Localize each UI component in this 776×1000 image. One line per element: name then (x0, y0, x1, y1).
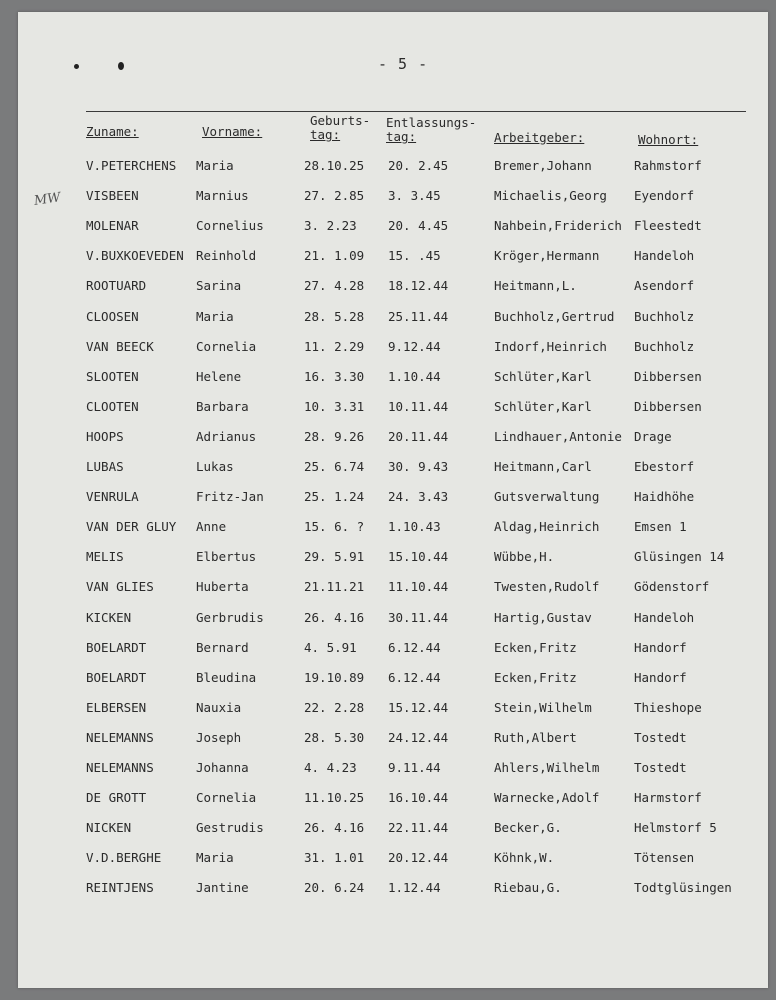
cell-residence: Buchholz (634, 308, 695, 324)
cell-release: 10.11.44 (388, 398, 449, 414)
cell-employer: Buchholz,Gertrud (494, 308, 615, 324)
cell-residence: Ebestorf (634, 459, 695, 474)
cell-release: 22.11.44 (388, 820, 449, 836)
cell-employer: Köhnk,W. (494, 850, 555, 866)
cell-surname: CLOOSEN (86, 308, 139, 324)
cell-residence: Dibbersen (634, 368, 702, 384)
cell-surname: VAN DER GLUY (86, 519, 177, 535)
cell-surname: VAN BEECK (86, 338, 154, 354)
cell-birth: 27. 2.85 (304, 188, 365, 204)
cell-firstname: Maria (196, 158, 234, 173)
table-row (18, 248, 768, 268)
cell-firstname: Fritz-Jan (196, 489, 264, 505)
cell-surname: BOELARDT (86, 669, 147, 685)
cell-birth: 26. 4.16 (304, 820, 365, 836)
cell-birth: 28.10.25 (304, 158, 365, 173)
cell-birth: 22. 2.28 (304, 699, 365, 715)
cell-employer: Heitmann,Carl (494, 459, 592, 474)
cell-release: 3. 3.45 (388, 188, 441, 204)
header-birthdate (310, 114, 370, 142)
header-releasedate (386, 116, 476, 144)
cell-firstname: Barbara (196, 398, 249, 414)
cell-birth: 19.10.89 (304, 669, 365, 685)
margin-annotation: MW (33, 190, 62, 209)
table-row (18, 640, 768, 660)
cell-surname: VAN GLIES (86, 579, 154, 595)
cell-employer: Ecken,Fritz (494, 669, 577, 685)
cell-employer: Stein,Wilhelm (494, 699, 592, 715)
cell-firstname: Maria (196, 308, 234, 324)
table-row (18, 519, 768, 539)
cell-surname: KICKEN (86, 609, 132, 625)
cell-residence: Fleestedt (634, 218, 702, 234)
header-birthdate-line1: Geburts- (310, 113, 371, 128)
cell-surname: V.BUXKOEVEDEN (86, 248, 184, 264)
cell-release: 18.12.44 (388, 278, 449, 294)
cell-firstname: Cornelia (196, 790, 257, 806)
cell-birth: 3. 2.23 (304, 218, 357, 234)
punch-hole-mark (118, 62, 124, 70)
cell-firstname: Lukas (196, 459, 234, 474)
cell-firstname: Nauxia (196, 699, 242, 715)
cell-release: 24.12.44 (388, 729, 449, 745)
cell-birth: 31. 1.01 (304, 850, 365, 866)
cell-release: 6.12.44 (388, 639, 441, 655)
cell-employer: Becker,G. (494, 820, 562, 836)
cell-release: 15.10.44 (388, 549, 449, 565)
cell-birth: 26. 4.16 (304, 609, 365, 625)
table-row (18, 820, 768, 840)
cell-birth: 21.11.21 (304, 579, 365, 595)
cell-surname: DE GROTT (86, 790, 147, 806)
header-surname: Zuname: (86, 124, 139, 139)
cell-employer: Ruth,Albert (494, 729, 577, 745)
cell-residence: Glüsingen 14 (634, 549, 725, 565)
header-firstname: Vorname: (202, 124, 263, 139)
cell-residence: Asendorf (634, 278, 695, 294)
cell-birth: 28. 5.30 (304, 729, 365, 745)
cell-employer: Heitmann,L. (494, 278, 577, 294)
cell-firstname: Bernard (196, 639, 249, 655)
table-row (18, 339, 768, 359)
cell-release: 16.10.44 (388, 790, 449, 806)
cell-employer: Bremer,Johann (494, 158, 592, 173)
table-row (18, 278, 768, 298)
cell-release: 30.11.44 (388, 609, 449, 625)
cell-residence: Buchholz (634, 338, 695, 354)
cell-residence: Haidhöhe (634, 489, 695, 505)
cell-employer: Lindhauer,Antonie (494, 428, 622, 444)
header-birthdate-line2: tag: (310, 127, 341, 142)
table-row (18, 549, 768, 569)
cell-birth: 20. 6.24 (304, 880, 365, 896)
cell-surname: REINTJENS (86, 880, 154, 896)
cell-residence: Handorf (634, 669, 687, 685)
cell-firstname: Gestrudis (196, 820, 264, 836)
cell-birth: 11.10.25 (304, 790, 365, 806)
table-row (18, 158, 768, 178)
cell-firstname: Gerbrudis (196, 609, 264, 625)
cell-birth: 25. 6.74 (304, 459, 365, 474)
cell-firstname: Adrianus (196, 428, 257, 444)
cell-surname: MOLENAR (86, 218, 139, 234)
cell-release: 15.12.44 (388, 699, 449, 715)
cell-employer: Gutsverwaltung (494, 489, 600, 505)
cell-release: 20.12.44 (388, 850, 449, 866)
cell-employer: Michaelis,Georg (494, 188, 607, 204)
cell-employer: Warnecke,Adolf (494, 790, 600, 806)
table-row (18, 459, 768, 479)
cell-firstname: Johanna (196, 760, 249, 775)
cell-residence: Tostedt (634, 760, 687, 775)
cell-release: 1.12.44 (388, 880, 441, 896)
cell-residence: Handeloh (634, 248, 695, 264)
table-row (18, 489, 768, 509)
cell-birth: 4. 5.91 (304, 639, 357, 655)
cell-surname: VISBEEN (86, 188, 139, 204)
cell-surname: V.D.BERGHE (86, 850, 162, 866)
cell-surname: ROOTUARD (86, 278, 147, 294)
table-row (18, 399, 768, 419)
cell-surname: SLOOTEN (86, 368, 139, 384)
cell-birth: 27. 4.28 (304, 278, 365, 294)
cell-employer: Kröger,Hermann (494, 248, 600, 264)
table-row (18, 369, 768, 389)
cell-release: 20. 2.45 (388, 158, 449, 173)
cell-employer: Aldag,Heinrich (494, 519, 600, 535)
table-row (18, 790, 768, 810)
table-row (18, 730, 768, 750)
cell-firstname: Bleudina (196, 669, 257, 685)
cell-surname: MELIS (86, 549, 124, 565)
table-row (18, 579, 768, 599)
header-releasedate-line1: Entlassungs- (386, 115, 477, 130)
cell-employer: Ecken,Fritz (494, 639, 577, 655)
cell-employer: Riebau,G. (494, 880, 562, 896)
cell-surname: LUBAS (86, 459, 124, 474)
cell-birth: 21. 1.09 (304, 248, 365, 264)
cell-surname: CLOOTEN (86, 398, 139, 414)
cell-employer: Twesten,Rudolf (494, 579, 600, 595)
header-rule (86, 111, 746, 112)
cell-employer: Ahlers,Wilhelm (494, 760, 600, 775)
cell-residence: Tötensen (634, 850, 695, 866)
table-row (18, 700, 768, 720)
table-row (18, 309, 768, 329)
cell-residence: Harmstorf (634, 790, 702, 806)
cell-firstname: Cornelius (196, 218, 264, 234)
cell-residence: Tostedt (634, 729, 687, 745)
cell-birth: 25. 1.24 (304, 489, 365, 505)
cell-residence: Rahmstorf (634, 158, 702, 173)
cell-residence: Eyendorf (634, 188, 695, 204)
table-row (18, 610, 768, 630)
cell-release: 1.10.44 (388, 368, 441, 384)
cell-surname: NELEMANNS (86, 729, 154, 745)
table-row (18, 218, 768, 238)
cell-firstname: Sarina (196, 278, 242, 294)
cell-firstname: Helene (196, 368, 242, 384)
cell-release: 9.12.44 (388, 338, 441, 354)
cell-release: 15. .45 (388, 248, 441, 264)
cell-birth: 28. 9.26 (304, 428, 365, 444)
cell-firstname: Elbertus (196, 549, 257, 565)
cell-birth: 28. 5.28 (304, 308, 365, 324)
cell-firstname: Joseph (196, 729, 242, 745)
cell-residence: Thieshope (634, 699, 702, 715)
cell-residence: Gödenstorf (634, 579, 710, 595)
table-row (18, 670, 768, 690)
cell-release: 24. 3.43 (388, 489, 449, 505)
table-row (18, 188, 768, 208)
cell-employer: Indorf,Heinrich (494, 338, 607, 354)
table-row (18, 880, 768, 900)
cell-birth: 4. 4.23 (304, 760, 357, 775)
cell-release: 20.11.44 (388, 428, 449, 444)
cell-residence: Handorf (634, 639, 687, 655)
cell-release: 30. 9.43 (388, 459, 449, 474)
cell-surname: NELEMANNS (86, 760, 154, 775)
cell-birth: 16. 3.30 (304, 368, 365, 384)
document-page (18, 12, 768, 988)
cell-release: 11.10.44 (388, 579, 449, 595)
cell-firstname: Jantine (196, 880, 249, 896)
cell-surname: V.PETERCHENS (86, 158, 177, 173)
cell-release: 20. 4.45 (388, 218, 449, 234)
cell-surname: ELBERSEN (86, 699, 147, 715)
cell-employer: Schlüter,Karl (494, 398, 592, 414)
cell-surname: HOOPS (86, 428, 124, 444)
cell-residence: Drage (634, 428, 672, 444)
cell-birth: 15. 6. ? (304, 519, 365, 535)
cell-surname: VENRULA (86, 489, 139, 505)
cell-employer: Schlüter,Karl (494, 368, 592, 384)
cell-firstname: Reinhold (196, 248, 257, 264)
cell-birth: 11. 2.29 (304, 338, 365, 354)
cell-release: 9.11.44 (388, 760, 441, 775)
cell-residence: Emsen 1 (634, 519, 687, 535)
cell-residence: Dibbersen (634, 398, 702, 414)
table-row (18, 760, 768, 780)
cell-firstname: Maria (196, 850, 234, 866)
cell-employer: Hartig,Gustav (494, 609, 592, 625)
header-releasedate-line2: tag: (386, 129, 417, 144)
punch-hole-mark (74, 64, 79, 69)
cell-employer: Wübbe,H. (494, 549, 555, 565)
cell-residence: Todtglüsingen (634, 880, 732, 896)
page-number: - 5 - (378, 55, 429, 73)
cell-surname: NICKEN (86, 820, 132, 836)
table-row (18, 850, 768, 870)
cell-birth: 29. 5.91 (304, 549, 365, 565)
cell-release: 1.10.43 (388, 519, 441, 535)
cell-firstname: Cornelia (196, 338, 257, 354)
cell-surname: BOELARDT (86, 639, 147, 655)
table-row (18, 429, 768, 449)
cell-firstname: Huberta (196, 579, 249, 595)
cell-residence: Handeloh (634, 609, 695, 625)
header-employer: Arbeitgeber: (494, 130, 585, 145)
cell-firstname: Marnius (196, 188, 249, 204)
header-residence: Wohnort: (638, 132, 699, 147)
cell-employer: Nahbein,Friderich (494, 218, 622, 234)
cell-release: 6.12.44 (388, 669, 441, 685)
cell-residence: Helmstorf 5 (634, 820, 717, 836)
cell-release: 25.11.44 (388, 308, 449, 324)
cell-firstname: Anne (196, 519, 227, 535)
cell-birth: 10. 3.31 (304, 398, 365, 414)
